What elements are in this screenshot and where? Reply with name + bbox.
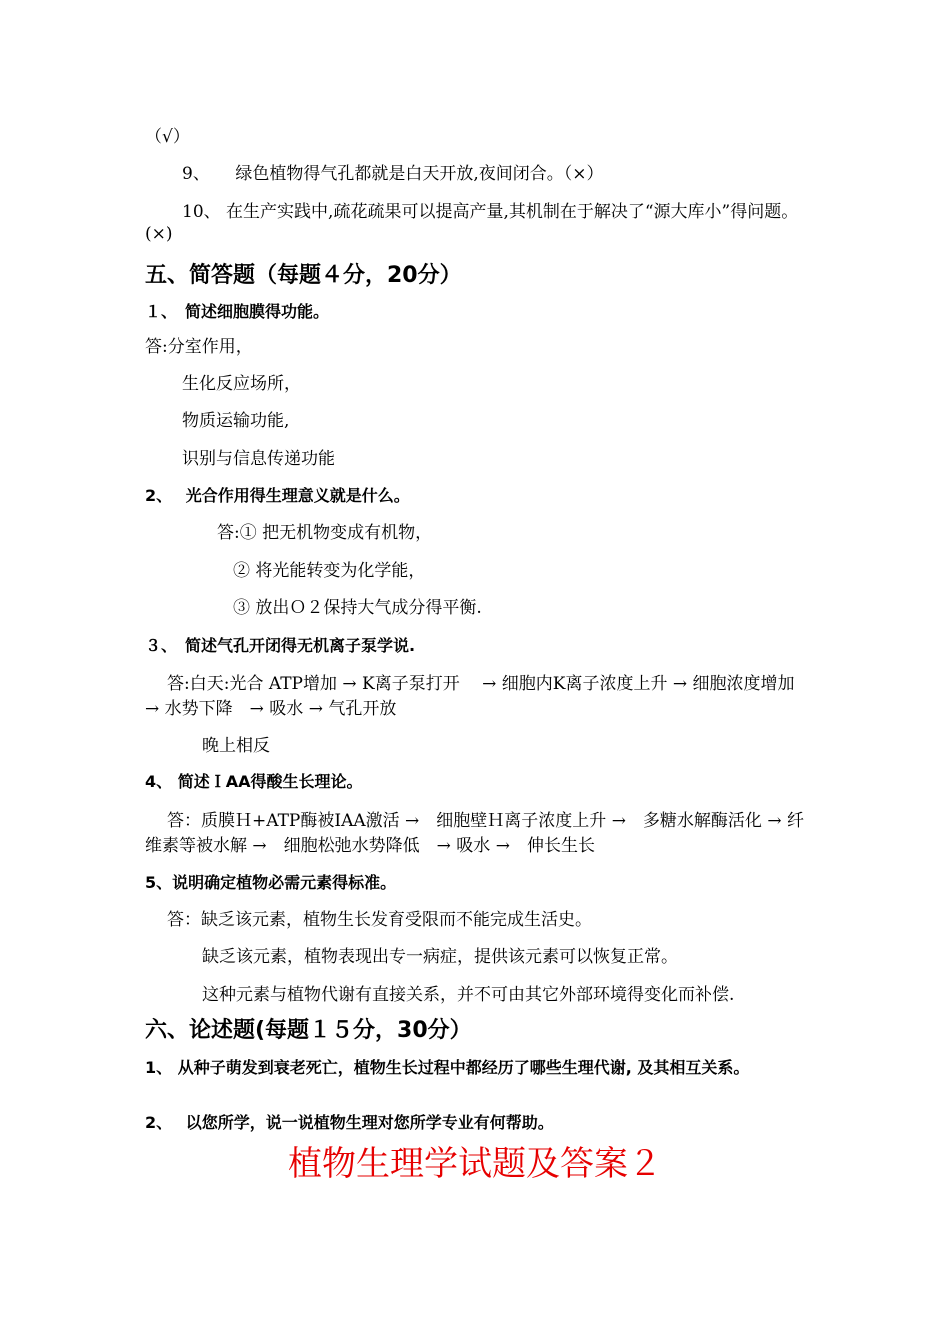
essay-question-2: 2、 以您所学，说一说植物生理对您所学专业有何帮助。 <box>145 1113 554 1132</box>
document-title: 植物生理学试题及答案２ <box>288 1144 662 1184</box>
answer-5-line-2: 缺乏该元素，植物表现出专一病症，提供该元素可以恢复正常。 <box>202 947 678 967</box>
essay-question-1: 1、 从种子萌发到衰老死亡，植物生长过程中都经历了哪些生理代谢, 及其相互关系。 <box>145 1058 750 1077</box>
answer-3: 答:白天:光合 ATP增加 → K离子泵打开 → 细胞内K离子浓度上升 → 细胞浓度增加 → 水势下降 → 吸水 → 气孔开放 <box>145 674 829 719</box>
question-3: ３、 简述气孔开闭得无机离子泵学说. <box>145 636 416 655</box>
question-4: 4、 简述ＩAA得酸生长理论。 <box>145 772 363 791</box>
section-heading-short-answer: 五、简答题（每题４分，20分） <box>145 263 462 288</box>
judge-item-9: 9、 绿色植物得气孔都就是白天开放,夜间闭合。（×） <box>182 164 604 184</box>
section-heading-essay: 六、论述题(每题１５分，30分） <box>145 1018 472 1043</box>
answer-5-line-3: 这种元素与植物代谢有直接关系，并不可由其它外部环境得变化而补偿. <box>202 985 735 1005</box>
answer-5-line-1: 答：缺乏该元素，植物生长发育受限而不能完成生活史。 <box>167 910 592 930</box>
answer-mark: （√） <box>145 127 190 147</box>
answer-2-line-2: ② 将光能转变为化学能， <box>233 561 426 581</box>
question-5: 5、说明确定植物必需元素得标准。 <box>145 873 397 892</box>
answer-1-line-3: 物质运输功能, <box>182 411 290 431</box>
judge-item-10: 10、 在生产实践中,疏花疏果可以提高产量,其机制在于解决了“源大库小”得问题。(×) <box>145 202 799 244</box>
answer-1-line-4: 识别与信息传递功能 <box>182 449 335 469</box>
answer-2-line-1: 答:① 把无机物变成有机物， <box>217 523 433 543</box>
answer-2-line-3: ③ 放出Ｏ２保持大气成分得平衡. <box>233 598 482 618</box>
answer-4: 答：质膜Ｈ+ATP酶被IAA激活 → 细胞壁Ｈ离子浓度上升 → 多糖水解酶活化 → 纤维素等被水解 → 细胞松弛水势降低 → 吸水 → 伸长生长 <box>145 811 804 856</box>
answer-1-line-2: 生化反应场所， <box>182 374 301 394</box>
question-1: １、 简述细胞膜得功能。 <box>145 302 330 321</box>
answer-1-line-1: 答:分室作用， <box>145 337 253 357</box>
question-2: 2、 光合作用得生理意义就是什么。 <box>145 486 410 505</box>
answer-3-night: 晚上相反 <box>202 736 270 756</box>
